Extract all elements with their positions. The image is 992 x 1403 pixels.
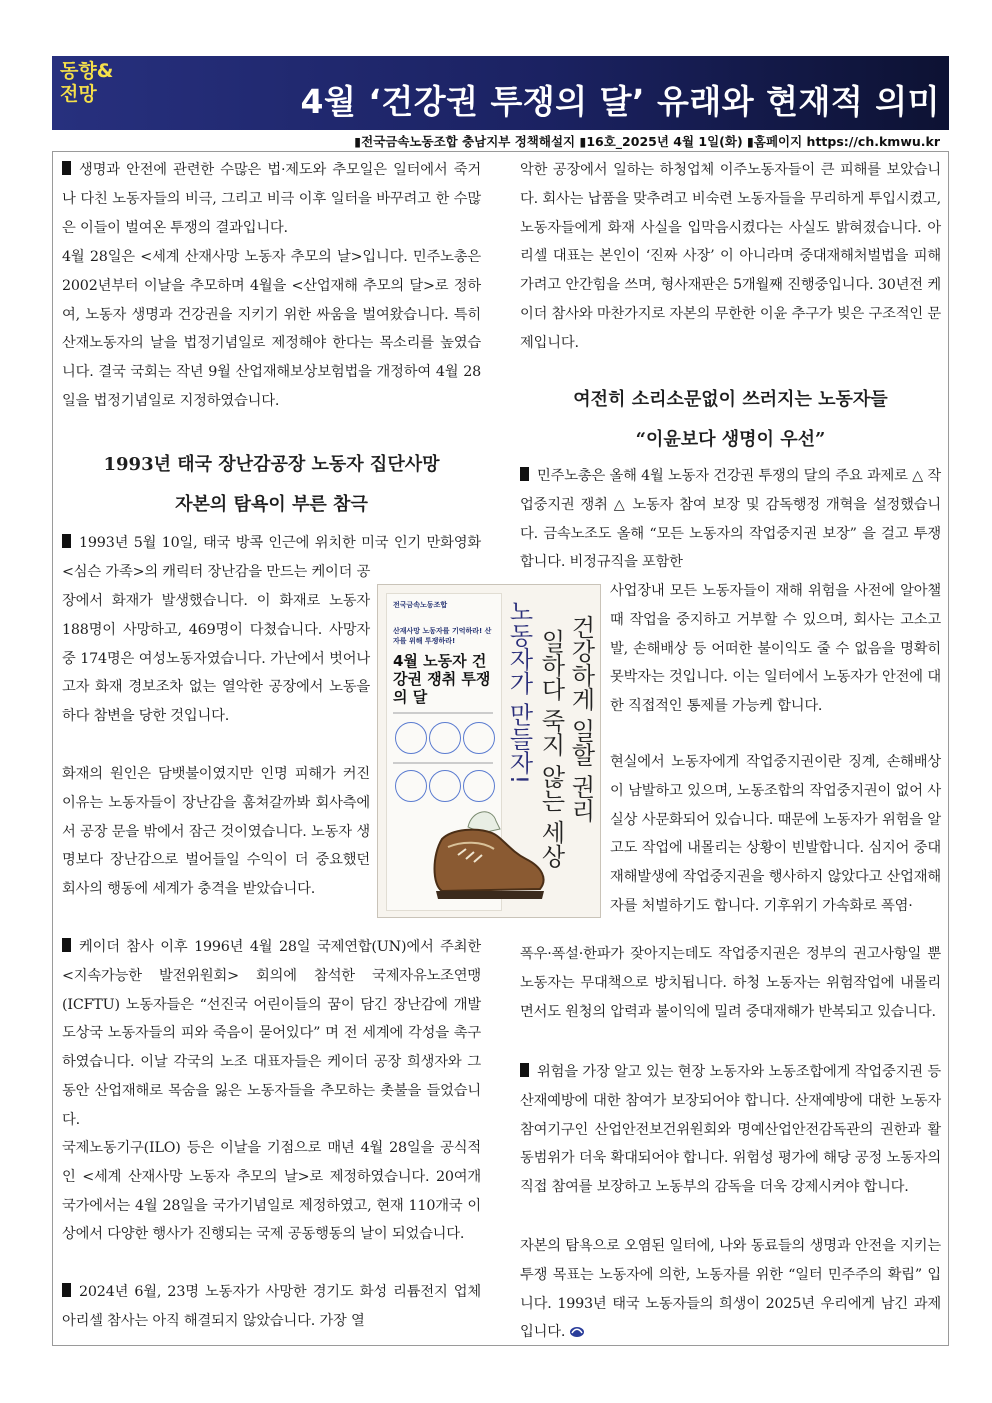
publication-info	[354, 132, 940, 150]
section-heading-1b: 자본의 탐욕이 부른 참극	[175, 494, 368, 515]
col2-paragraph-5: 자본의 탐욕으로 오염된 일터에, 나와 동료들의 생명과 안전을 지키는 투쟁 목표는 노동자에 의한, 노동자를 위한 “일터 민주주의 확립” 입니다. 1993년 태국 노동자들의 희생이 2025년 우리에게 남긴 과제입니다.	[520, 1238, 941, 1341]
bullet-square-icon	[520, 1063, 529, 1077]
col2-paragraph-1: 악한 공장에서 일하는 하청업체 이주노동자들이 큰 피해를 보았습니다. 회사는 납품을 맞추려고 비숙련 노동자들을 무리하게 투입시켰고, 노동자들에게 화재 사실을 입막음시켰다는 사실도 밝혀졌습니다. 아리셀 대표는 본인이 ‘진짜 사장’ 이 아니라며 중대재해처벌법을 피해가려고 안간힘을 쓰며, 형사재판은 5개월째 진행중입니다. 30년전 케이더 참사와 마찬가지로 자본의 무한한 이윤 추구가 빚은 구조적인 문제입니다.	[520, 162, 941, 351]
poster-circle	[463, 770, 495, 802]
poster-circle	[429, 722, 461, 754]
worn-shoe-icon	[422, 799, 552, 909]
col1-paragraph-2: 4월 28일은 <세계 산재사망 노동자 추모의 날>입니다. 민주노총은 2002년부터 이날을 추모하며 4월을 <산업재해 추모의 달>로 정하여, 노동자 생명과 건강권을 지키기 위한 싸움을 벌여왔습니다. 특히 산재노동자의 날을 법정기념일로 제정해야 한다는 목소리를 높였습니다. 결국 국회는 작년 9월 산업재해보상보험법을 개정하여 4월 28일을 법정기념일로 지정하였습니다.	[62, 249, 481, 409]
poster-line	[393, 762, 493, 764]
col1-paragraph-3b: 장에서 화재가 발생했습니다. 이 화재로 노동자 188명이 사망하고, 469명이 다쳤습니다. 사망자중 174명은 여성노동자였습니다. 가난에서 벗어나고자 화재 경보조차 없는 열악한 공장에서 노동을 하다 참변을 당한 것입니다.	[62, 593, 370, 725]
section-heading-2b: “이윤보다 생명이 우선”	[635, 429, 826, 450]
poster-subtitle: 산재사망 노동자를 기억하라! 산자를 위해 투쟁하라!	[393, 627, 492, 645]
col2-paragraph-3a: 현실에서 노동자에게 작업중지권이란 징계, 손해배상이 남발하고 있으며, 노동조합의 작업중지권이 없어 사실상 사문화되어 있습니다. 때문에 노동자가 위험을 알고도 작업에 내몰리는 상황이 빈발합니다. 심지어 중대재해발생에 작업중지권을 행사하지 않았다고 산업재해자를 처벌하기도 합니다. 기후위기 가속화로 폭염·	[610, 754, 941, 914]
col1-paragraph-6: 국제노동기구(ILO) 등은 이날을 기점으로 매년 4월 28일을 공식적인 <세계 산재사망 노동자 추모의 날>로 제정하였습니다. 20여개 국가에서는 4월 28일을 국가기념일로 제정하였고, 현재 110개국 이상에서 다양한 행사가 진행되는 국제 공동행동의 날이 되었습니다.	[62, 1140, 481, 1243]
col1-paragraph-5: 케이더 참사 이후 1996년 4월 28일 국제연합(UN)에서 주최한 <지속가능한 발전위원회> 회의에 참석한 국제자유노조연맹(ICFTU) 노동자들은 “선진국 어린이들의 꿈이 담긴 장난감에 개발도상국 노동자들의 피와 죽음이 묻어있다” 며 전 세계에 각성을 촉구하였습니다. 이날 각국의 노조 대표자들은 케이더 공장 희생자와 그동안 산업재해로 목숨을 잃은 노동자들을 추모하는 촛불을 들었습니다.	[62, 939, 481, 1128]
campaign-poster	[377, 584, 601, 918]
poster-slogan-left: 노동자가 만들자!	[505, 599, 533, 785]
homepage-link[interactable]: ▮홈페이지 https://ch.kmwu.kr	[747, 134, 940, 149]
col2-paragraph-3b: 폭우·폭설·한파가 잦아지는데도 작업중지권은 정부의 권고사항일 뿐 노동자는 무대책으로 방치됩니다. 하청 노동자는 위험작업에 내몰리면서도 원청의 압력과 불이익에 밀려 중대재해가 반복되고 있습니다.	[520, 946, 941, 1020]
union-logo-icon	[569, 1325, 585, 1338]
bullet-square-icon	[62, 161, 71, 175]
poster-org: 전국금속노동조합	[393, 601, 448, 609]
poster-circle	[395, 722, 427, 754]
bullet-square-icon	[62, 1283, 71, 1297]
poster-title: 4월 노동자 건강권 쟁취 투쟁의 달	[393, 652, 491, 706]
bullet-square-icon	[62, 938, 71, 952]
col1-paragraph-7: 2024년 6월, 23명 노동자가 사망한 경기도 화성 리튬전지 업체 아리셀 참사는 아직 해결되지 않았습니다. 가장 열	[62, 1284, 481, 1329]
bullet-square-icon	[520, 467, 529, 481]
poster-circle	[429, 770, 461, 802]
publisher: ▮전국금속노동조합 충남지부 정책해설지	[354, 134, 576, 149]
bullet-square-icon	[62, 534, 71, 548]
section-tag-line2: 전망	[60, 83, 97, 105]
col2-paragraph-4: 위험을 가장 알고 있는 현장 노동자와 노동조합에게 작업중지권 등 산재예방에 대한 참여가 보장되어야 합니다. 산재예방에 대한 노동자 참여기구인 산업안전보건위원회와 명예산업안전감독관의 권한과 활동범위가 더욱 확대되어야 합니다. 위험성 평가에 해당 공정 노동자의 직접 참여를 보장하고 노동부의 감독을 더욱 강제시켜야 합니다.	[520, 1064, 941, 1196]
section-tag	[60, 60, 113, 106]
col2-paragraph-2b: 사업장내 모든 노동자들이 재해 위험을 사전에 알아챌 때 작업을 중지하고 거부할 수 있으며, 회사는 고소고발, 손해배상 등 어떠한 불이익도 줄 수 없음을 명확히 못박자는 것입니다. 이는 일터에서 노동자가 안전에 대한 직접적인 통제를 가능케 합니다.	[610, 583, 941, 715]
poster-circle	[395, 770, 427, 802]
section-heading-1a: 1993년 태국 장난감공장 노동자 집단사망	[103, 454, 440, 475]
poster-slogan-mid: 일하다 죽지 않는 세상	[537, 629, 565, 868]
poster-line	[393, 712, 493, 714]
section-tag-line1: 동향&	[60, 60, 114, 82]
section-heading-2a: 여전히 소리소문없이 쓰러지는 노동자들	[573, 389, 888, 410]
poster-circle	[463, 722, 495, 754]
col1-paragraph-4: 화재의 원인은 담뱃불이였지만 인명 피해가 커진 이유는 노동자들이 장난감을 훔쳐갈까봐 회사측에서 공장 문을 밖에서 잠근 것이였습니다. 노동자 생명보다 장난감으로 벌어들일 수익이 더 중요했던 회사의 행동에 세계가 충격을 받았습니다.	[62, 766, 370, 898]
col2-paragraph-2a: 민주노총은 올해 4월 노동자 건강권 투쟁의 달의 주요 과제로 △ 작업중지권 쟁취 △ 노동자 참여 보장 및 감독행정 개혁을 설정했습니다. 금속노조도 올해 “모든 노동자의 작업중지권 보장” 을 걸고 투쟁합니다. 비정규직을 포함한	[520, 468, 941, 571]
col1-paragraph-3a: 1993년 5월 10일, 태국 방콕 인근에 위치한 미국 인기 만화영화 <심슨 가족>의 캐릭터 장난감을 만드는 케이더 공	[62, 535, 481, 580]
page-title: 4월 ‘건강권 투쟁의 달’ 유래와 현재적 의미	[300, 82, 940, 121]
issue-date: ▮16호_2025년 4월 1일(화)	[579, 134, 743, 149]
poster-slogan-right: 건강하게 일할 권리	[567, 615, 595, 823]
col1-paragraph-1: 생명과 안전에 관련한 수많은 법·제도와 추모일은 일터에서 죽거나 다친 노동자들의 비극, 그리고 비극 이후 일터을 바꾸려고 한 수많은 이들이 벌여온 투쟁의 결과입니다.	[62, 162, 481, 236]
